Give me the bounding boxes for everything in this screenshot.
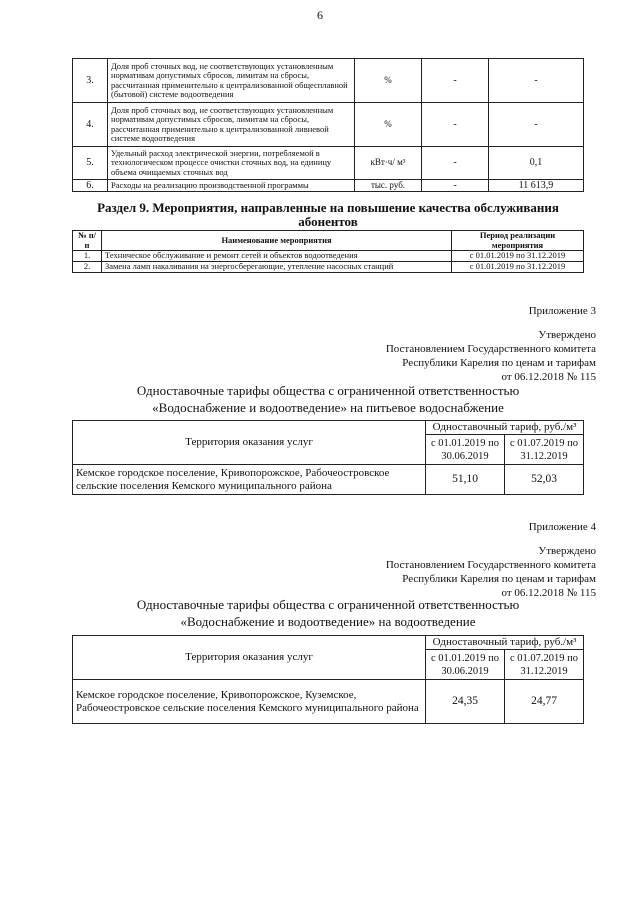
value-cell: - (489, 59, 584, 103)
measure-name: Замена ламп накаливания на энергосберегающие, утепление насосных станций (102, 262, 452, 273)
approval-block (386, 304, 596, 384)
indicator-description: Доля проб сточных вод, не соответствующих установленным нормативам допустимых сбросов, лимитам на сбросы, рассчитанная применительно к централизованной ливневой системе водоотведения (108, 103, 355, 147)
table-row (73, 147, 584, 180)
row-number: 2. (73, 262, 102, 273)
value-cell: 0,1 (489, 147, 584, 180)
table-row (73, 262, 584, 273)
table-header-row (73, 421, 584, 435)
table-row (73, 251, 584, 262)
tariff-value: 24,77 (505, 680, 584, 724)
value-cell: - (489, 103, 584, 147)
period-header: с 01.07.2019 по 31.12.2019 (505, 435, 584, 465)
row-number: 4. (73, 103, 108, 147)
column-header-tariff: Одноставочный тариф, руб./м³ (426, 636, 584, 650)
column-header-tariff: Одноставочный тариф, руб./м³ (426, 421, 584, 435)
period-header: с 01.01.2019 по 30.06.2019 (426, 435, 505, 465)
tariff-title-line: «Водоснабжение и водоотведение» на питьевое водоснабжение (152, 400, 504, 415)
territory-cell: Кемское городское поселение, Кривопорожское, Куземское, Рабочеостровское сельские поселения Кемского муниципального района (73, 680, 426, 724)
tariff-title (72, 382, 584, 416)
measures-table (72, 230, 584, 273)
tariff-title (72, 596, 584, 630)
column-header-territory: Территория оказания услуг (73, 421, 426, 465)
tariff-value: 52,03 (505, 465, 584, 495)
unit-cell: кВт·ч/ м³ (355, 147, 422, 180)
tariff-value: 24,35 (426, 680, 505, 724)
appendix-label: Приложение 3 (528, 305, 596, 317)
page-number: 6 (317, 8, 323, 22)
approved-label: Утверждено (538, 545, 596, 557)
indicator-description: Удельный расход электрической энергии, потребляемой в технологическом процессе очистки сточных вод, на единицу объема очищаемых сточных вод (108, 147, 355, 180)
value-cell: - (422, 147, 489, 180)
appendix-label: Приложение 4 (528, 521, 596, 533)
table-row (73, 103, 584, 147)
column-header-period: Период реализации мероприятия (452, 231, 584, 251)
table-row (73, 680, 584, 724)
tariff-title-line: Одноставочные тарифы общества с ограниченной ответственностью (136, 597, 520, 612)
indicator-description: Расходы на реализацию производственной программы (108, 180, 355, 192)
approval-date: от 06.12.2018 № 115 (501, 587, 596, 599)
approval-line: Республики Карелия по ценам и тарифам (402, 357, 596, 369)
unit-cell: % (355, 103, 422, 147)
column-header-number: № п/п (73, 231, 102, 251)
measure-period: с 01.01.2019 по 31.12.2019 (452, 262, 584, 273)
column-header-name: Наименование мероприятия (102, 231, 452, 251)
approval-line: Республики Карелия по ценам и тарифам (402, 573, 596, 585)
territory-cell: Кемское городское поселение, Кривопорожское, Рабочеостровское сельские поселения Кемского муниципального района (73, 465, 426, 495)
approval-date: от 06.12.2018 № 115 (501, 371, 596, 383)
table-header-row (73, 231, 584, 251)
row-number: 6. (73, 180, 108, 192)
unit-cell: % (355, 59, 422, 103)
period-header: с 01.01.2019 по 30.06.2019 (426, 650, 505, 680)
approval-line: Постановлением Государственного комитета (385, 559, 596, 571)
tariff-table (72, 635, 584, 724)
value-cell: 11 613,9 (489, 180, 584, 192)
tariff-table (72, 420, 584, 495)
tariff-title-line: «Водоснабжение и водоотведение» на водоотведение (180, 614, 476, 629)
indicators-table (72, 58, 584, 192)
value-cell: - (422, 103, 489, 147)
unit-cell: тыс. руб. (355, 180, 422, 192)
table-row (73, 465, 584, 495)
row-number: 3. (73, 59, 108, 103)
row-number: 5. (73, 147, 108, 180)
approval-block (386, 520, 596, 600)
approval-line: Постановлением Государственного комитета (385, 343, 596, 355)
value-cell: - (422, 180, 489, 192)
indicator-description: Доля проб сточных вод, не соответствующих установленным нормативам допустимых сбросов, лимитам на сбросы, рассчитанная применительно к централизованной общесплавной (бытовой) системе водоотведения (108, 59, 355, 103)
measure-period: с 01.01.2019 по 31.12.2019 (452, 251, 584, 262)
measure-name: Техническое обслуживание и ремонт сетей и объектов водоотведения (102, 251, 452, 262)
tariff-title-line: Одноставочные тарифы общества с ограниченной ответственностью (136, 383, 520, 398)
row-number: 1. (73, 251, 102, 262)
approved-label: Утверждено (538, 329, 596, 341)
period-header: с 01.07.2019 по 31.12.2019 (505, 650, 584, 680)
section-title: Раздел 9. Мероприятия, направленные на повышение качества обслуживания абонентов (97, 200, 559, 229)
table-row (73, 59, 584, 103)
table-row (73, 180, 584, 192)
table-header-row (73, 636, 584, 650)
column-header-territory: Территория оказания услуг (73, 636, 426, 680)
tariff-value: 51,10 (426, 465, 505, 495)
value-cell: - (422, 59, 489, 103)
